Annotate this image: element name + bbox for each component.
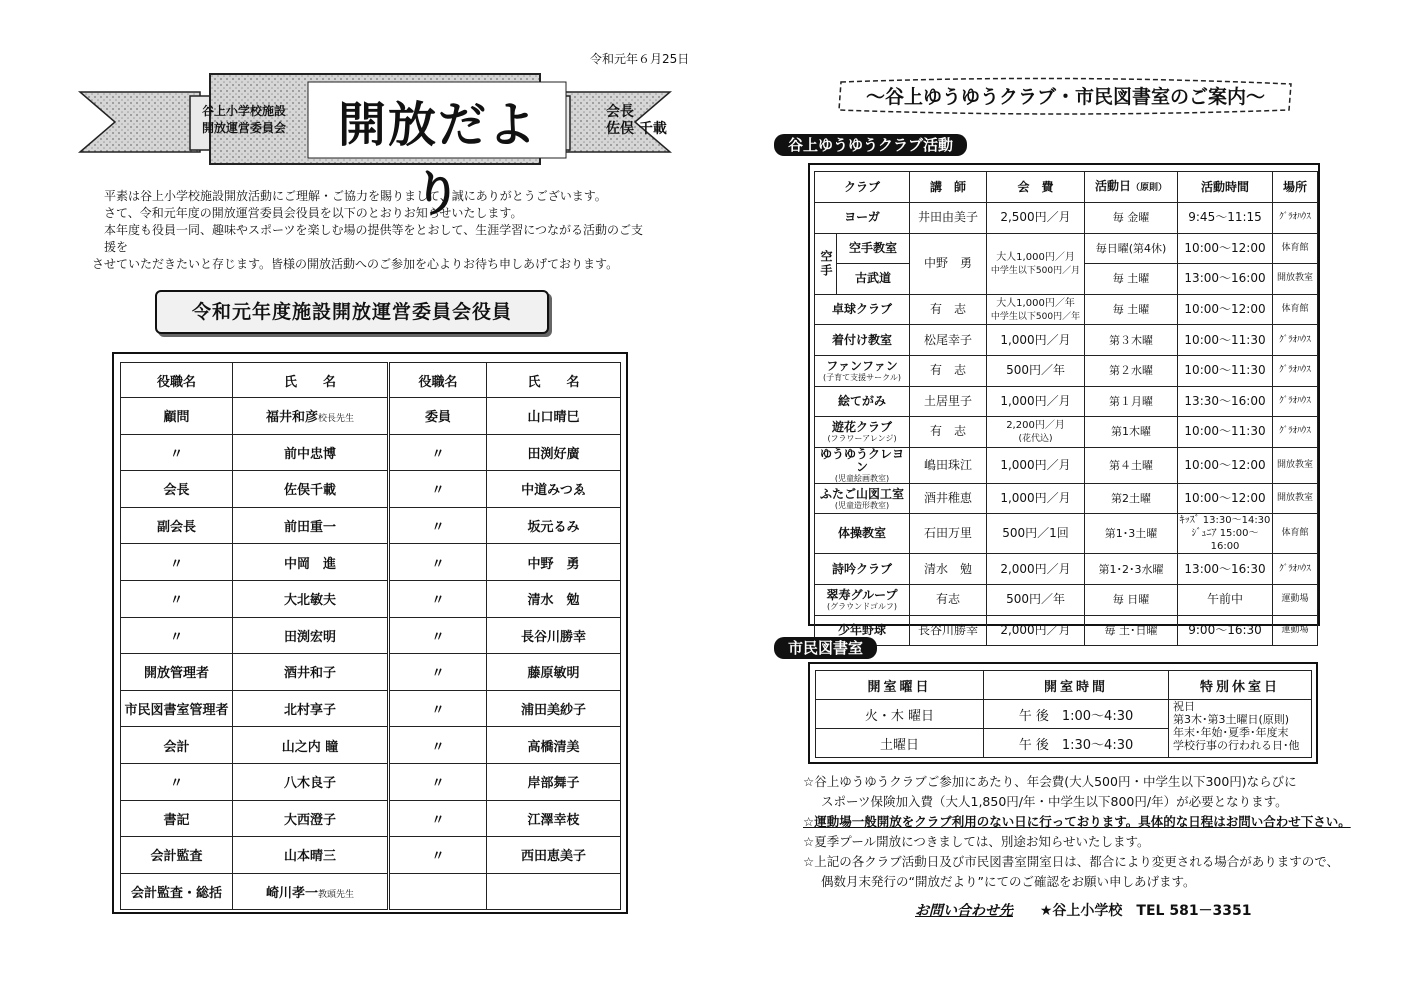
club-teacher: 井田由美子 — [910, 203, 987, 234]
club-name-text: 着付け教室 — [832, 332, 893, 347]
club-name — [815, 294, 910, 325]
officer-role: 書記 — [121, 800, 233, 837]
club-teacher: 清水 勉 — [910, 554, 987, 585]
club-name-text: 翠寿グループ — [826, 587, 898, 602]
officer-name-text: 崎川孝一 — [265, 886, 318, 902]
club-time — [1178, 264, 1273, 295]
officer-role — [389, 873, 487, 910]
club-name — [815, 483, 910, 514]
club-day: 毎 日曜 — [1085, 584, 1178, 615]
club-row — [815, 325, 1318, 356]
officer-name: 江澤幸枝 — [487, 800, 621, 837]
club-fee-main: 大人1,000円／年 — [996, 297, 1075, 309]
club-row — [815, 203, 1318, 234]
officer-name-text: 田渕宏明 — [283, 629, 336, 645]
club-teacher: 中野 勇 — [910, 233, 987, 294]
officer-role: 〃 — [121, 617, 233, 654]
officer-name-text: 前田重一 — [283, 520, 336, 536]
officer-name — [233, 617, 389, 654]
officer-role: 〃 — [389, 690, 487, 727]
club-row — [815, 233, 1318, 264]
club-name-sub: (グラウンドゴルフ) — [827, 601, 897, 611]
officer-name — [233, 873, 389, 910]
club-row — [815, 417, 1318, 448]
officer-row — [121, 617, 621, 654]
guide-header — [833, 76, 1298, 116]
club-fee — [987, 554, 1085, 585]
officers-table — [120, 362, 621, 910]
club-name-text: 少年野球 — [838, 622, 887, 637]
officer-name: 西田恵美子 — [487, 837, 621, 874]
library-header-time: 開室時間 — [984, 671, 1169, 700]
club-fee — [987, 325, 1085, 356]
banner-president: 会長 佐俣 千載 — [606, 104, 667, 137]
officer-name — [233, 580, 389, 617]
club-name — [815, 203, 910, 234]
club-name-text: 体操教室 — [838, 526, 887, 541]
club-name-text: 遊花クラブ — [832, 419, 893, 434]
officer-name-text: 酒井和子 — [283, 666, 336, 682]
club-time — [1178, 554, 1273, 585]
club-name — [815, 355, 910, 386]
club-time — [1178, 203, 1273, 234]
officer-role: 〃 — [121, 580, 233, 617]
club-name-text: ふたご山図工室 — [820, 486, 905, 501]
officer-role: 委員 — [389, 398, 487, 435]
note-line: ☆夏季プール開放につきましては、別途お知らせいたします。 — [803, 834, 1150, 849]
issue-date: 令和元年６月25日 — [590, 52, 690, 66]
club-name-text: ヨーガ — [844, 210, 880, 225]
club-name-text: 空手教室 — [849, 240, 898, 255]
club-teacher: 有 志 — [910, 355, 987, 386]
club-fee — [987, 203, 1085, 234]
officer-name: 田渕好廣 — [487, 434, 621, 471]
club-place: 開放教室 — [1273, 264, 1318, 295]
club-teacher: 有 志 — [910, 294, 987, 325]
club-time — [1178, 514, 1273, 554]
officer-name-text: 中岡 進 — [283, 556, 336, 572]
club-time — [1178, 294, 1273, 325]
club-name-text: 古武道 — [855, 271, 892, 286]
officer-name-text: 北村享子 — [283, 703, 336, 719]
officer-name-suffix: 教頭先生 — [318, 890, 355, 901]
club-time-main: 9:00～16:30 — [1188, 622, 1262, 637]
club-name — [837, 264, 910, 295]
officer-role: 〃 — [389, 617, 487, 654]
club-time-main: 10:00～12:00 — [1184, 491, 1266, 506]
banner-title: 開放だより — [337, 97, 538, 222]
library-time: 午 後 1:30～4:30 — [984, 729, 1169, 758]
contact-label: お問い合わせ先 — [915, 903, 1013, 919]
library-table — [815, 670, 1312, 758]
club-day: 毎日曜(第4休) — [1085, 233, 1178, 264]
club-time-main: 13:30～16:00 — [1184, 393, 1266, 408]
club-time-sub: ｼﾞｭﾆｱ 15:00～16:00 — [1191, 528, 1259, 553]
club-time — [1178, 447, 1273, 483]
club-fee-main: 1,000円／月 — [1000, 491, 1071, 506]
club-name — [815, 514, 910, 554]
club-fee-main: 2,000円／月 — [1000, 622, 1071, 637]
club-place: ｸﾞﾗｵﾊｳｽ — [1273, 355, 1318, 386]
club-time-main: 10:00～11:30 — [1184, 424, 1266, 439]
officer-name — [233, 727, 389, 764]
officer-row — [121, 398, 621, 435]
club-name-sub: (児童絵画教室) — [834, 473, 890, 483]
officer-role: 会計監査・総括 — [121, 873, 233, 910]
club-place: 体育館 — [1273, 233, 1318, 264]
officers-header-role: 役職名 — [389, 363, 487, 398]
club-day: 毎 土曜 — [1085, 294, 1178, 325]
officer-name — [233, 690, 389, 727]
club-day: 毎 土曜 — [1085, 264, 1178, 295]
note-line: スポーツ保険加入費（大人1,850円/年・中学生以下800円/年）が必要となります。 — [821, 794, 1288, 809]
club-fee-main: 1,000円／月 — [1000, 393, 1071, 408]
club-place: ｸﾞﾗｵﾊｳｽ — [1273, 325, 1318, 356]
officer-row — [121, 727, 621, 764]
club-time-main: 10:00～12:00 — [1184, 240, 1266, 255]
club-row — [815, 355, 1318, 386]
club-day: 第2土曜 — [1085, 483, 1178, 514]
officer-role: 〃 — [389, 544, 487, 581]
officer-row — [121, 507, 621, 544]
club-place: 開放教室 — [1273, 483, 1318, 514]
officers-table-frame — [112, 352, 628, 914]
club-section-label: 谷上ゆうゆうクラブ活動 — [774, 134, 967, 156]
club-name — [815, 386, 910, 417]
club-name-text: 卓球クラブ — [832, 302, 893, 317]
officer-name: 中野 勇 — [487, 544, 621, 581]
club-teacher: 土居里子 — [910, 386, 987, 417]
club-day: 毎 土･日曜 — [1085, 615, 1178, 646]
club-time-main: 10:00～11:30 — [1184, 332, 1266, 347]
club-teacher: 松尾幸子 — [910, 325, 987, 356]
club-place: 体育館 — [1273, 294, 1318, 325]
officer-name-text: 大北敏夫 — [283, 593, 336, 609]
officer-role: 〃 — [389, 800, 487, 837]
club-teacher: 嶋田珠江 — [910, 447, 987, 483]
newsletter-banner — [70, 72, 680, 222]
club-header-teacher: 講 師 — [910, 172, 987, 203]
officers-header-name: 氏 名 — [233, 363, 389, 398]
club-teacher: 有志 — [910, 584, 987, 615]
club-fee — [987, 483, 1085, 514]
officer-role: 開放管理者 — [121, 654, 233, 691]
officer-name — [233, 398, 389, 435]
officer-name: 浦田美紗子 — [487, 690, 621, 727]
library-section-label: 市民図書室 — [774, 637, 877, 659]
officer-role: 〃 — [121, 763, 233, 800]
club-fee-main: 大人1,000円／月 — [996, 251, 1075, 263]
officer-row — [121, 580, 621, 617]
library-header-row — [816, 671, 1312, 700]
club-name-text: ゆうゆうクレヨン — [820, 446, 905, 474]
officer-name — [233, 654, 389, 691]
contact-detail: ★谷上小学校 TEL 581－3351 — [1039, 903, 1252, 919]
officer-name-text: 大西澄子 — [283, 812, 336, 828]
club-day: 第1･3土曜 — [1085, 514, 1178, 554]
officer-role: 市民図書室管理者 — [121, 690, 233, 727]
club-place: ｸﾞﾗｵﾊｳｽ — [1273, 386, 1318, 417]
officer-row — [121, 654, 621, 691]
intro-paragraph: 平素は谷上小学校施設開放活動にご理解・ご協力を賜りまして、誠にありがとうございます。 さて、令和元年度の開放運営委員会役員を以下のとおりお知らせいたします。 本年度も役員一同、趣味やスポーツを楽しむ場の提供等をとおして、生涯学習につながる活動のご支援を させていただきたいと存じます。皆様の開放活動へのご参加を心よりお待ち申しあげております。 — [92, 189, 644, 271]
officer-row — [121, 873, 621, 910]
club-day: 第1･2･3水曜 — [1085, 554, 1178, 585]
club-place: ｸﾞﾗｵﾊｳｽ — [1273, 417, 1318, 448]
officer-row — [121, 763, 621, 800]
club-fee — [987, 447, 1085, 483]
officer-role: 会計監査 — [121, 837, 233, 874]
club-place: 運動場 — [1273, 584, 1318, 615]
officer-row — [121, 800, 621, 837]
club-time-main: 13:00～16:30 — [1184, 561, 1266, 576]
club-fee-main: 1,000円／月 — [1000, 332, 1071, 347]
note-line: 偶数月末発行の“開放だより”にてのご確認をお願い申しあげます。 — [821, 874, 1196, 889]
club-name-sub: (フラワーアレンジ) — [827, 433, 897, 443]
club-fee — [987, 584, 1085, 615]
club-name — [815, 584, 910, 615]
club-header-place: 場所 — [1273, 172, 1318, 203]
club-time-main: ｷｯｽﾞ 13:30～14:30 — [1179, 515, 1271, 527]
club-fee — [987, 355, 1085, 386]
officer-name: 清水 勉 — [487, 580, 621, 617]
club-name — [815, 417, 910, 448]
officer-role: 会計 — [121, 727, 233, 764]
club-name — [837, 233, 910, 264]
club-fee — [987, 615, 1085, 646]
club-time-main: 10:00～11:30 — [1184, 363, 1266, 378]
club-time — [1178, 233, 1273, 264]
officer-role: 顧問 — [121, 398, 233, 435]
officer-role: 〃 — [121, 544, 233, 581]
officer-row — [121, 690, 621, 727]
officer-name — [233, 507, 389, 544]
club-name-text: 絵てがみ — [838, 393, 887, 408]
officer-name: 高橋清美 — [487, 727, 621, 764]
club-day: 第1木曜 — [1085, 417, 1178, 448]
officer-role: 〃 — [389, 727, 487, 764]
library-day: 火・木 曜日 — [816, 700, 984, 729]
club-header-time: 活動時間 — [1178, 172, 1273, 203]
club-fee-main: 2,200円／月 — [1006, 419, 1065, 431]
club-time — [1178, 417, 1273, 448]
officer-name: 山口晴巳 — [487, 398, 621, 435]
officer-role: 〃 — [389, 507, 487, 544]
club-time-main: 10:00～12:00 — [1184, 302, 1266, 317]
officer-name — [233, 800, 389, 837]
officer-name-text: 山本晴三 — [283, 849, 336, 865]
library-header-closed: 特別休室日 — [1169, 671, 1312, 700]
club-fee-sub: 中学生以下500円／月 — [990, 265, 1081, 276]
officer-row — [121, 544, 621, 581]
officer-name-text: 山之内 瞳 — [281, 739, 339, 755]
club-row — [815, 514, 1318, 554]
officer-name-text: 福井和彦 — [265, 410, 318, 426]
library-day: 土曜日 — [816, 729, 984, 758]
club-day: 第３木曜 — [1085, 325, 1178, 356]
officers-header-role: 役職名 — [121, 363, 233, 398]
officer-name-text: 佐俣千載 — [283, 483, 336, 499]
officers-title: 令和元年度施設開放運営委員会役員 — [155, 290, 549, 334]
club-time — [1178, 483, 1273, 514]
library-time: 午 後 1:00～4:30 — [984, 700, 1169, 729]
club-name — [815, 325, 910, 356]
contact-info — [915, 900, 1252, 920]
club-row — [815, 584, 1318, 615]
officer-role: 〃 — [389, 837, 487, 874]
club-fee-main: 500円／1回 — [1002, 526, 1069, 541]
officer-name: 坂元るみ — [487, 507, 621, 544]
club-name-text: ファンファン — [826, 358, 898, 373]
officer-role: 〃 — [121, 434, 233, 471]
officer-name-suffix: 校長先生 — [318, 414, 355, 425]
club-table-frame — [808, 163, 1320, 637]
club-name — [815, 554, 910, 585]
club-time-main: 9:45～11:15 — [1188, 210, 1262, 225]
club-fee-main: 1,000円／月 — [1000, 457, 1071, 472]
club-row — [815, 554, 1318, 585]
officer-row — [121, 471, 621, 508]
club-name-sub: (児童造形教室) — [834, 500, 890, 510]
club-row — [815, 615, 1318, 646]
club-header-fee: 会 費 — [987, 172, 1085, 203]
officer-name — [233, 471, 389, 508]
club-name-sub: (子育て支援サークル) — [823, 372, 902, 382]
club-header-row — [815, 172, 1318, 203]
banner-organization: 谷上小学校施設 開放運営委員会 — [201, 104, 286, 135]
club-place: ｸﾞﾗｵﾊｳｽ — [1273, 203, 1318, 234]
karate-group-label: 空手 — [815, 233, 837, 294]
club-teacher: 石田万里 — [910, 514, 987, 554]
officer-name — [233, 837, 389, 874]
club-header-day: 活動日（原則） — [1085, 172, 1178, 203]
notes-block — [803, 772, 1363, 892]
club-time — [1178, 386, 1273, 417]
club-time — [1178, 325, 1273, 356]
club-fee-sub: (花代込) — [1018, 433, 1053, 444]
officer-role: 副会長 — [121, 507, 233, 544]
club-day: 第１月曜 — [1085, 386, 1178, 417]
officer-name-text: 前中忠博 — [283, 446, 336, 462]
club-row — [815, 447, 1318, 483]
club-fee-main: 500円／年 — [1006, 363, 1065, 378]
club-day: 第２水曜 — [1085, 355, 1178, 386]
club-place: 体育館 — [1273, 514, 1318, 554]
club-row — [815, 386, 1318, 417]
officer-name: 藤原敏明 — [487, 654, 621, 691]
officer-role: 〃 — [389, 763, 487, 800]
officers-header-name: 氏 名 — [487, 363, 621, 398]
club-day: 第４土曜 — [1085, 447, 1178, 483]
club-fee — [987, 386, 1085, 417]
officer-name: 長谷川勝幸 — [487, 617, 621, 654]
library-header-day: 開室曜日 — [816, 671, 984, 700]
officers-header-row — [121, 363, 621, 398]
club-fee-sub: 中学生以下500円／年 — [990, 311, 1081, 322]
officer-name — [233, 434, 389, 471]
club-fee — [987, 233, 1085, 294]
club-row — [815, 483, 1318, 514]
club-fee-main: 2,000円／月 — [1000, 561, 1071, 576]
club-time-main: 10:00～12:00 — [1184, 457, 1266, 472]
officer-name: 岸部舞子 — [487, 763, 621, 800]
officer-name: 中道みつゑ — [487, 471, 621, 508]
club-row — [815, 294, 1318, 325]
library-table-frame — [808, 662, 1318, 764]
club-teacher: 長谷川勝幸 — [910, 615, 987, 646]
club-place: ｸﾞﾗｵﾊｳｽ — [1273, 554, 1318, 585]
club-name — [815, 447, 910, 483]
club-place: 開放教室 — [1273, 447, 1318, 483]
officer-role: 〃 — [389, 434, 487, 471]
library-closed-days: 祝日 第3木･第3土曜日(原則) 年末･年始･夏季･年度末 学校行事の行われる日･他 — [1169, 700, 1312, 758]
note-line: ☆谷上ゆうゆうクラブご参加にあたり、年会費(大人500円・中学生以下300円)ならびに — [803, 774, 1297, 789]
club-time — [1178, 355, 1273, 386]
officer-row — [121, 434, 621, 471]
club-teacher: 酒井稚恵 — [910, 483, 987, 514]
club-time-main: 午前中 — [1207, 592, 1244, 607]
note-line: ☆上記の各クラブ活動日及び市民図書室開室日は、都合により変更される場合がありますので、 — [803, 854, 1339, 869]
officer-role: 〃 — [389, 580, 487, 617]
club-name-text: 詩吟クラブ — [832, 561, 893, 576]
officer-role: 〃 — [389, 654, 487, 691]
note-line: ☆運動場一般開放をクラブ利用のない日に行っております。具体的な日程はお問い合わせ下さい。 — [803, 814, 1351, 829]
guide-header-text: ～谷上ゆうゆうクラブ・市民図書室のご案内～ — [865, 86, 1265, 108]
officer-name — [233, 544, 389, 581]
officer-name — [487, 873, 621, 910]
library-row — [816, 700, 1312, 729]
club-day: 毎 金曜 — [1085, 203, 1178, 234]
officer-name — [233, 763, 389, 800]
club-fee-main: 500円／年 — [1006, 592, 1065, 607]
club-table — [814, 171, 1318, 646]
club-place: 運動場 — [1273, 615, 1318, 646]
officer-row — [121, 837, 621, 874]
club-fee — [987, 294, 1085, 325]
club-time — [1178, 584, 1273, 615]
officer-role: 〃 — [389, 471, 487, 508]
officer-role: 会長 — [121, 471, 233, 508]
club-fee — [987, 514, 1085, 554]
club-time-main: 13:00～16:00 — [1184, 271, 1266, 286]
club-header-club: クラブ — [815, 172, 910, 203]
club-fee-main: 2,500円／月 — [1000, 210, 1071, 225]
officer-name-text: 八木良子 — [283, 776, 336, 792]
club-time — [1178, 615, 1273, 646]
club-teacher: 有 志 — [910, 417, 987, 448]
club-fee — [987, 417, 1085, 448]
